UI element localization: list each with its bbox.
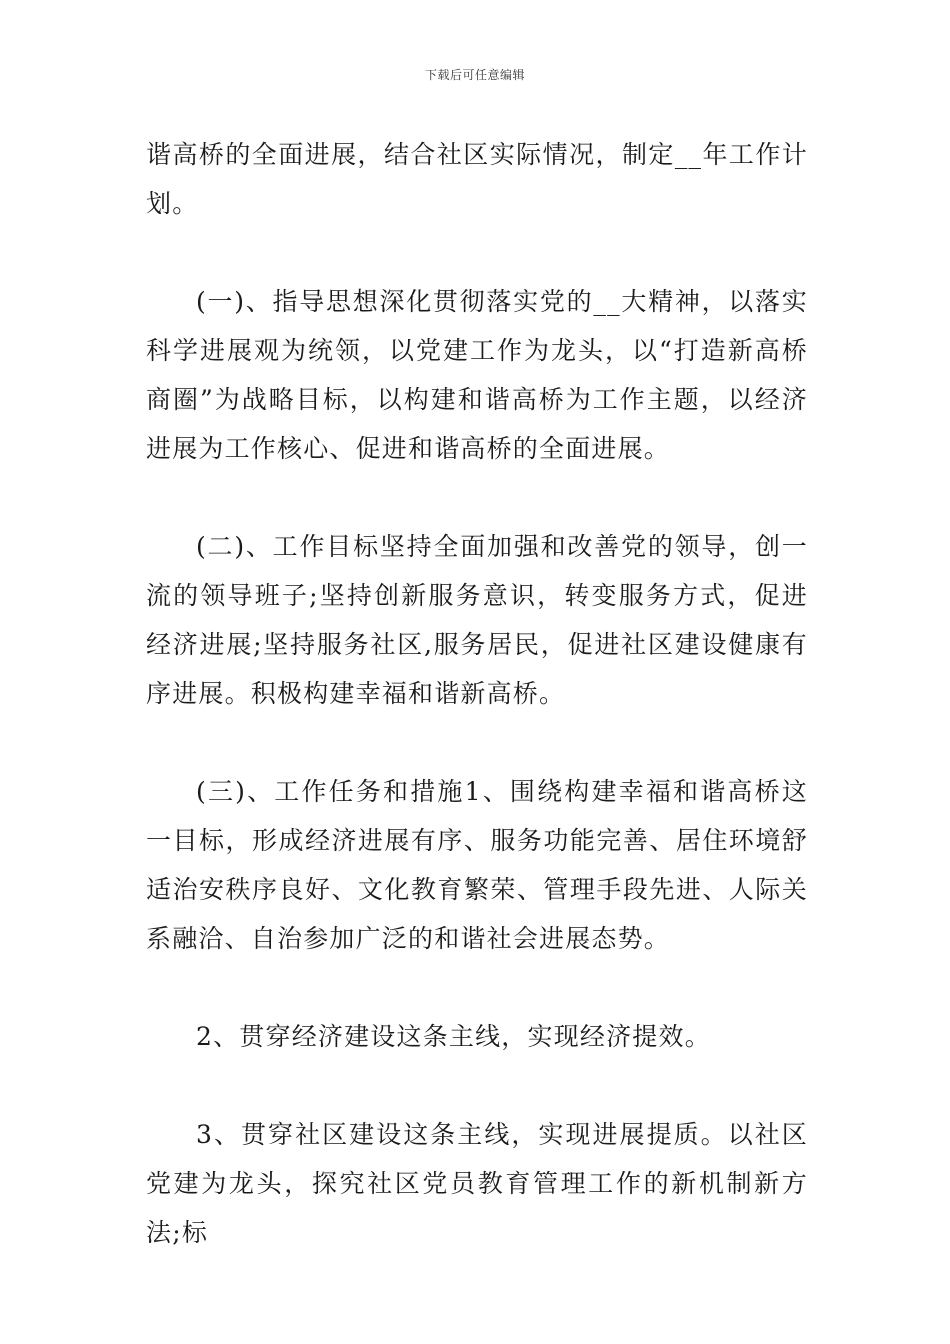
header-note: 下载后可任意编辑	[424, 68, 525, 82]
paragraph-gap	[146, 963, 808, 1012]
paragraph-gap	[146, 228, 808, 277]
paragraph-1: 谐高桥的全面进展，结合社区实际情况，制定__年工作计划。	[146, 140, 808, 218]
paragraph-gap	[146, 1061, 808, 1110]
paragraph-4: (三)、工作任务和措施1、围绕构建幸福和谐高桥这一目标，形成经济进展有序、服务功能完善、居住环境舒适治安秩序良好、文化教育繁荣、管理手段先进、人际关系融洽、自治参加广泛的和谐社会进展态势。	[146, 777, 808, 953]
paragraph-gap	[146, 473, 808, 522]
paragraph-gap	[146, 718, 808, 767]
paragraph-3: (二)、工作目标坚持全面加强和改善党的领导，创一流的领导班子;坚持创新服务意识，转变服务方式，促进经济进展;坚持服务社区,服务居民，促进社区建设健康有序进展。积极构建幸福和谐新高桥。	[146, 532, 808, 708]
document-body	[146, 130, 808, 1257]
paragraph-6: 3、贯穿社区建设这条主线，实现进展提质。以社区党建为龙头，探究社区党员教育管理工作的新机制新方法;标	[146, 1120, 808, 1247]
paragraph-2: (一)、指导思想深化贯彻落实党的__大精神，以落实科学进展观为统领，以党建工作为龙头，以“打造新高桥商圈”为战略目标，以构建和谐高桥为工作主题，以经济进展为工作核心、促进和谐高桥的全面进展。	[146, 287, 808, 463]
paragraph-5: 2、贯穿经济建设这条主线，实现经济提效。	[196, 1022, 711, 1051]
